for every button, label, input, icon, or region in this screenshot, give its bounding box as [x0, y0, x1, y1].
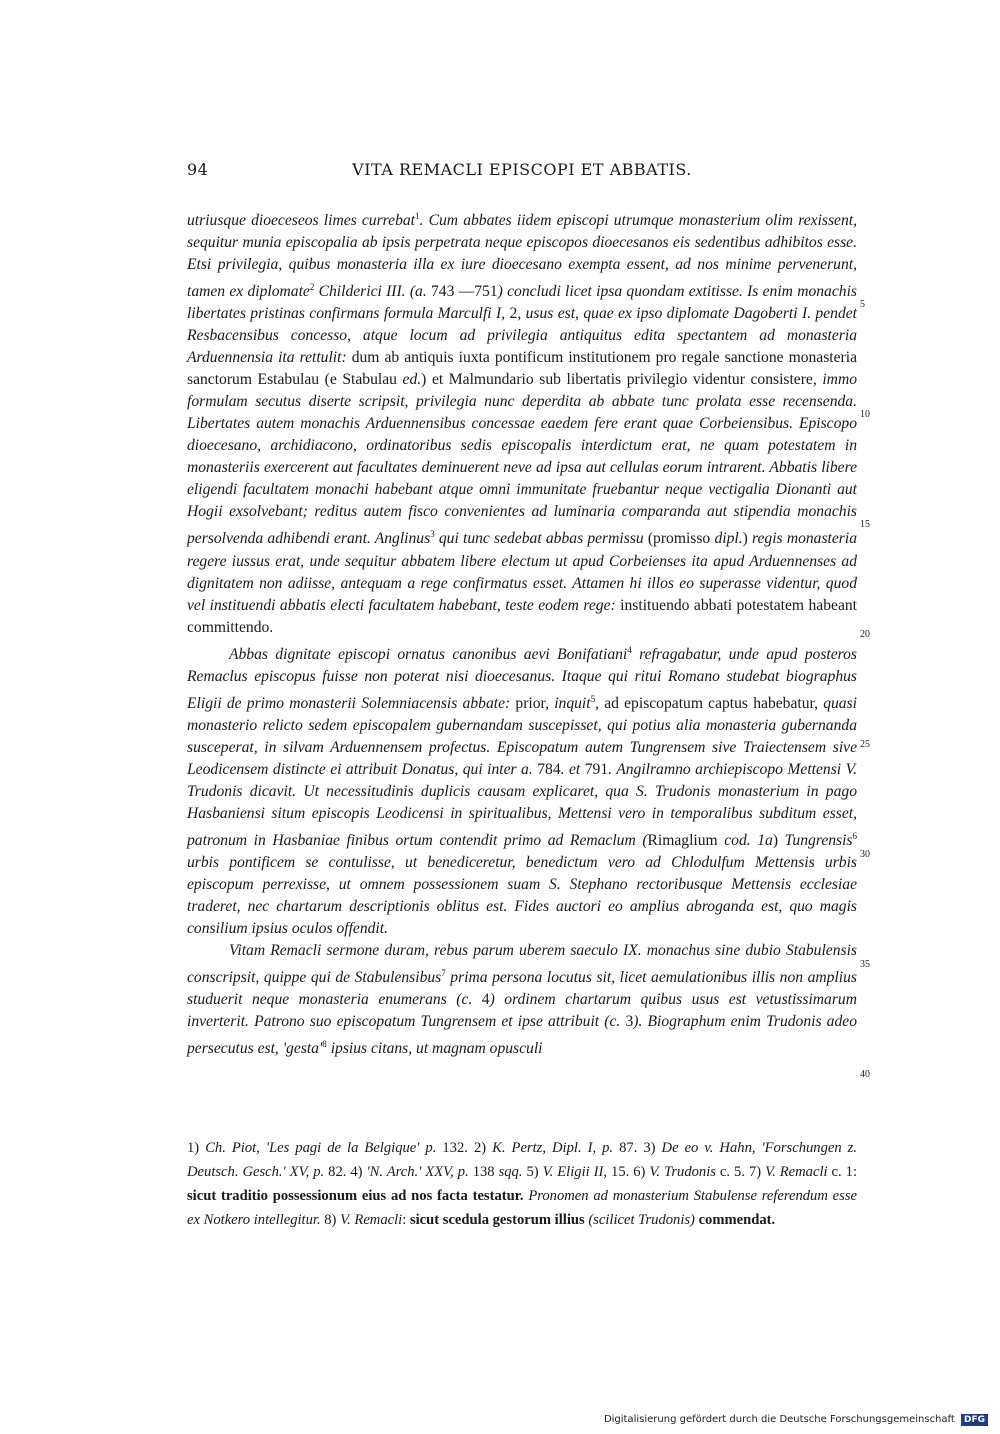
- line-number: 40: [860, 1069, 870, 1080]
- text-run: refragabatur, unde apud posteros Remaclus episcopus fuisse non poterat nisi dioecesanus. Itaque qui ritui Romano studebat biographus Eligii de primo monasterii Solemniacensis abbate:: [187, 645, 858, 712]
- footnote-text: V. Eligii II,: [542, 1164, 612, 1180]
- running-title: VITA REMACLI EPISCOPI ET ABBATIS.: [352, 160, 692, 179]
- text-run: dipl.: [714, 530, 743, 548]
- text-run: Tungrensis: [784, 832, 853, 850]
- footnote-text: Pronomen ad monasterium Stabulense referendum esse ex Notkero intellegitur.: [187, 1188, 857, 1228]
- text-run: , usus est, quae ex ipso diplomate Dagoberti I. pendet Resbacensibus concesso, atque locum ad privilegia antiquitus edita spectantem ad monasteria Arduennensia ita rettulit:: [187, 305, 857, 367]
- footnote-text: V. Remacli: [765, 1164, 832, 1180]
- text-run: , ad episcopatum captus habebatur,: [595, 694, 824, 712]
- line-number: 15: [860, 519, 870, 530]
- footnote-text: c. 5: [719, 1164, 742, 1180]
- footnote-text: De eo v. Hahn, 'Forschungen z. Deutsch. Gesch.' XV, p.: [187, 1140, 857, 1180]
- text-run: prima persona locutus sit, licet aemulationibus illis non amplius studuerit neque monasteria enumerans (c.: [187, 969, 857, 1009]
- footnote-text: 82: [328, 1164, 343, 1180]
- text-run: Abbas dignitate episcopi ornatus canonibus aevi Bonifatiani: [229, 645, 628, 663]
- footnote-text: V. Trudonis: [649, 1164, 720, 1180]
- footnote-text: . 7): [741, 1164, 766, 1180]
- footnote-text: 138: [472, 1164, 499, 1180]
- text-run: 784: [537, 760, 561, 778]
- paragraph: [187, 205, 857, 639]
- footnote-ref: 7: [441, 968, 446, 979]
- line-number: 5: [860, 299, 865, 310]
- footnote-ref: 3: [430, 529, 435, 540]
- funding-text: Digitalisierung gefördert durch die Deutsche Forschungsgemeinschaft: [603, 1414, 955, 1425]
- footnote-ref: 8: [322, 1039, 327, 1050]
- footnote-text: sqq.: [498, 1164, 523, 1180]
- footnote-text: .: [342, 1164, 351, 1180]
- text-run: (promisso: [643, 530, 715, 548]
- text-run: dum ab antiquis iuxta pontificum institutionem pro regale sanctione monasteria sanctorum Estabulau (e Stabulau: [187, 349, 857, 389]
- line-number: 20: [860, 629, 870, 640]
- text-run: Vitam Remacli sermone duram, rebus parum uberem saeculo IX. monachus sine dubio Stabulensis conscripsit, quippe qui de Stabulensibus: [187, 942, 857, 987]
- text-run: urbis pontificem se contulisse, ut benediceretur, benedictum vero ad Chlodulfum Mettensis urbis episcopum perrexisse, ut omnem possessionem suam S. Stephano rectoribusque Mettensis ecclesiae traderet, nec chartarum descriptionis oblitus est. Fides auctori eo amplius abroganda est, quo magis consilium ipsius oculos offendit.: [187, 854, 857, 938]
- text-run: ): [772, 832, 785, 850]
- text-run: 3: [625, 1013, 634, 1031]
- footnote-text: 4): [350, 1164, 367, 1180]
- footnote-text: . 6): [625, 1164, 650, 1180]
- footnote-ref: 2: [309, 282, 315, 293]
- footnote-text: .: [633, 1140, 644, 1156]
- text-run: immo formulam secutus diserte scripsit, privilegia nunc deperdita ab abbate tunc prolata esse recensenda. Libertates autem monachis Arduennensibus concessae eaedem fere erant quae Corbeiensibus. Episcopo dioecesano, archidiacono, ordinatoribus sedis episcopalis interdictum erat, ne quam potestatem in monasteriis exercerent aut facultates deminuerent neve ad ipsa aut cellulas eorum intrarent. Abbatis libere eligendi facultatem monachi habebant atque omni immunitate fruebantur neque vectigalia Dionanti aut Hogii exsolvebant; reditus autem fisco convenientes ad luminaria comparanda aut stipendia monachis persolvenda adhibendi erant. Anglinus: [187, 371, 857, 548]
- footnote-text: commendat.: [698, 1212, 776, 1228]
- text-run: 743 —751: [431, 283, 498, 301]
- footnote-ref: 5: [590, 693, 596, 704]
- footnote-text: 'N. Arch.' XXV, p.: [366, 1164, 473, 1180]
- footnote-text: 8): [320, 1212, 341, 1228]
- text-run: qui tunc sedebat abbas permissu: [434, 530, 644, 548]
- text-run: ). Biographum enim Trudonis adeo persecutus est, 'gesta': [187, 1013, 857, 1058]
- footnotes: [187, 1136, 857, 1232]
- footnote-text: 2): [473, 1140, 493, 1156]
- text-run: . Cum abbates iidem episcopi utrumque monasterium olim rexissent, sequitur munia episcopalia ab ipsis perpetrata neque episcopos dioecesanos eis sedentibus adhibitos esse. Etsi privilegia, quibus monasteria illa ex iure dioecesano exempta essent, ad nos minime pervenerunt, tamen ex diplomate: [187, 212, 857, 301]
- text-run: ipsius citans, ut magnam opusculi: [326, 1040, 543, 1058]
- text-run: 2: [509, 305, 518, 323]
- footnote-ref: 1: [415, 211, 420, 221]
- text-run: quasi monasterio relicto sedem episcopalem gubernandam suscepisset, qui potius alia monasteria gubernanda susceperat, in silvam Arduennensem profectus. Episcopatum autem Tungrensem sive Traiectensem sive Leodicensem distincte ei attribuit Donatus, qui inter a.: [187, 694, 857, 778]
- text-run: ed.: [402, 371, 422, 389]
- text-run: ) concludi licet ipsa quondam extitisse. Is enim monachis libertates pristinas confirmans formula Marculfi I,: [187, 283, 857, 323]
- text-run: . et: [560, 760, 585, 778]
- text-run: instituendo abbati potestatem habeant committendo.: [187, 596, 857, 636]
- funding-footer: [604, 1414, 988, 1426]
- line-number: 10: [860, 409, 870, 420]
- footnote-text: .: [464, 1140, 474, 1156]
- line-number: 35: [860, 959, 870, 970]
- footnote-text: 3): [643, 1140, 662, 1156]
- text-run: ) et Malmundario sub libertatis privilegio videntur consistere,: [421, 371, 823, 389]
- footnote-text: 87: [619, 1140, 634, 1156]
- text-run: 791: [584, 760, 609, 778]
- footnote-text: 1): [187, 1140, 206, 1156]
- text-run: ) ordinem chartarum quibus usus est vetustissimarum inverterit. Patrono suo episcopatum Tungrensem et ipse attribuit (c.: [187, 991, 857, 1031]
- text-run: utriusque dioeceseos limes currebat: [187, 212, 415, 230]
- footnote-text: 132: [442, 1140, 465, 1156]
- text-run: regis monasteria regere iussus erat, unde sequitur abbatem libere electum ut apud Corbeienses ita apud Arduennenses ad dignitatem non adiisse, antequam a rege confirmatus esset. Attamen hi illos eo superasse videntur, quod vel instituendi abbatis electi facultatem habebant, teste eodem rege:: [187, 530, 857, 614]
- paragraph: [187, 639, 857, 941]
- line-number: 30: [860, 849, 870, 860]
- footnote-text: :: [402, 1212, 410, 1228]
- text-run: Childerici III. (a.: [314, 283, 431, 301]
- text-run: ): [742, 530, 753, 548]
- body-text: [187, 205, 857, 1061]
- footnote-ref: 4: [627, 644, 632, 655]
- text-run: 4: [481, 991, 490, 1009]
- footnote-text: sicut traditio possessionum eius ad nos facta testatur.: [187, 1188, 529, 1204]
- footnote-text: c. 1:: [831, 1164, 857, 1180]
- dfg-logo-icon: DFG: [961, 1414, 988, 1426]
- line-number: 25: [860, 739, 870, 750]
- text-run: Rimaglium: [647, 832, 725, 850]
- footnote-text: (scilicet Trudonis): [588, 1212, 699, 1228]
- text-run: inquit: [554, 694, 591, 712]
- footnote-text: sicut scedula gestorum illius: [409, 1212, 589, 1228]
- text-run: . Angilramno archiepiscopo Mettensi V. Trudonis dicavit. Ut necessitudinis duplicis causam explicaret, qua S. Trudonis monasterium in pago Hasbaniensi situm episcopis Leodicensi in spiritualibus, Mettensi vero in temporalibus subditum esset, patronum in Hasbaniae finibus ortum contendit primo ad Remaclum (: [187, 760, 857, 850]
- text-run: prior,: [510, 694, 555, 712]
- page-number: 94: [187, 160, 209, 179]
- footnote-text: K. Pertz, Dipl. I, p.: [492, 1140, 620, 1156]
- footnote-text: 5): [522, 1164, 543, 1180]
- footnote-text: Ch. Piot, 'Les pagi de la Belgique' p.: [205, 1140, 443, 1156]
- paragraph: [187, 940, 857, 1060]
- footnote-text: 15: [611, 1164, 626, 1180]
- footnote-ref: 6: [852, 830, 858, 841]
- footnote-text: V. Remacli: [340, 1212, 403, 1228]
- text-run: cod. 1a: [724, 832, 773, 850]
